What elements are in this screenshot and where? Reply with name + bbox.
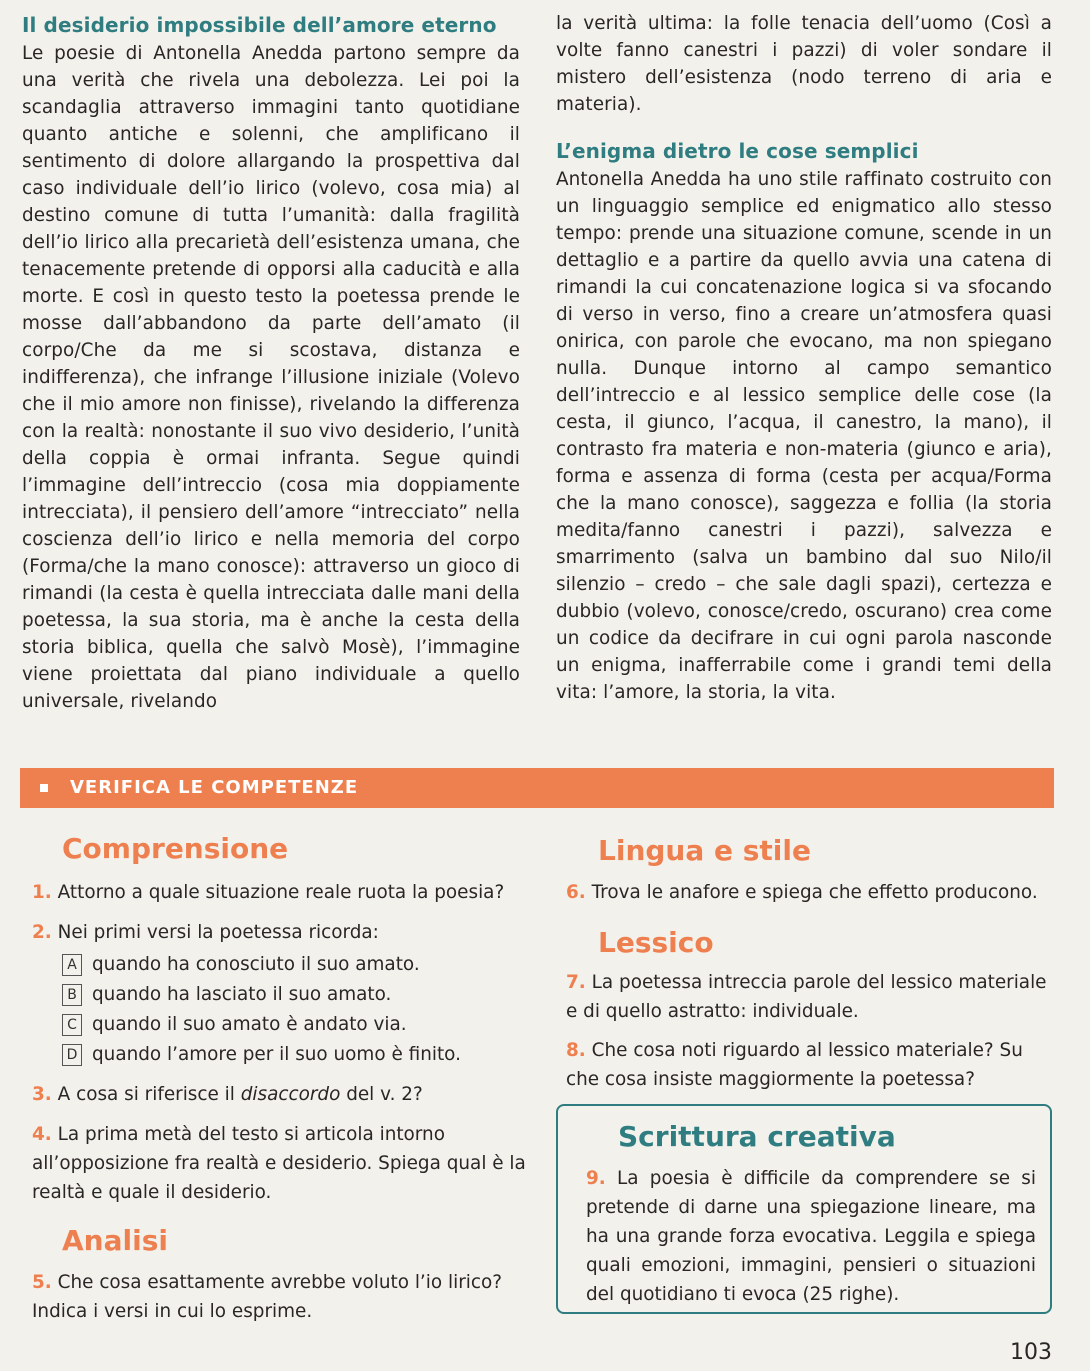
question-9 [586, 1164, 1036, 1309]
question-6 [566, 878, 1056, 907]
question-number: 8. [566, 1040, 586, 1061]
article-body-left: Le poesie di Antonella Anedda partono sempre da una verità che rivela una debolezza. Lei poi la scandaglia attraverso immagini tanto quotidiane quanto antiche e solenni, che amplificano il sentimento di dolore allargando la prospettiva dal caso individuale dell’io lirico (volevo, cosa mia) al destino comune di tutta l’umanità: dalla fragilità dell’io lirico alla precarietà dell’esistenza umana, che tenacemente pretende di opporsi alla caducità e alla morte. E così in questo testo la poetessa prende le mosse dall’abbandono da parte dell’amato (il corpo/Che da me si scostava, distanza e indifferenza), che infrange l’illusione iniziale (Volevo che il mio amore non finisse), rivelando la differenza con la realtà: nonostante il suo vivo desiderio, l’unità della coppia è ormai infranta. Segue quindi l’immagine dell’intreccio (cosa mia doppiamente intrecciata), il pensiero dell’amore “intrecciato” nella coscienza dell’io lirico e nella memoria del corpo (Forma/che la mano conosce): attraverso un gioco di rimandi (la cesta è quella intrecciata dalle mani della poetessa, la sua storia, ma è anche la cesta della storia biblica, quella che salvò Mosè), l’immagine viene proiettata dal piano individuale a quello universale, rivelando [22, 43, 520, 712]
option-a[interactable] [62, 950, 532, 980]
article-title-left: Il desiderio impossibile dell’amore eterno [22, 13, 497, 37]
question-text: La poetessa intreccia parole del lessico materiale e di quello astratto: individuale. [566, 972, 1047, 1022]
question-text: Attorno a quale situazione reale ruota la poesia? [57, 882, 505, 903]
question-4 [32, 1120, 532, 1207]
question-text: A cosa si riferisce il [57, 1084, 241, 1105]
question-number: 1. [32, 882, 52, 903]
option-d[interactable] [62, 1040, 532, 1070]
lessico-heading: Lessico [598, 926, 714, 959]
question-5 [32, 1268, 532, 1326]
question-2-options [62, 950, 532, 1070]
question-text: La prima metà del testo si articola intorno all’opposizione fra realtà e desiderio. Spiega qual è la realtà e quale il desiderio. [32, 1124, 526, 1203]
option-text: quando ha conosciuto il suo amato. [92, 954, 420, 975]
banner-title: VERIFICA LE COMPETENZE [70, 777, 359, 798]
question-number: 4. [32, 1124, 52, 1145]
question-number: 2. [32, 922, 52, 943]
option-b[interactable] [62, 980, 532, 1010]
article-body-right: Antonella Anedda ha uno stile raffinato costruito con un linguaggio semplice ed enigmatico allo stesso tempo: prende una situazione comune, scende in un dettaglio e a partire da quello avvia una catena di rimandi la cui concatenazione logica si va sfocando di verso in verso, fino a creare un’atmosfera quasi onirica, con parole che evocano, ma non spiegano nulla. Dunque intorno al campo semantico dell’intreccio e al lessico semplice delle cose (la cesta, il giunco, l’acqua, il canestro, la mano), il contrasto fra materia e non-materia (giunco e aria), forma e assenza di forma (cesta per acqua/Forma che la mano conosce), saggezza e follia (la storia medita/fanno canestri i pazzi), salvezza e smarrimento (salva un bambino dal suo Nilo/il silenzio – credo – che sale dagli spazi), certezza e dubbio (volevo, conosce/credo, oscurano) crea come un codice da decifrare in cui ogni parola nasconde un enigma, inafferrabile come i grandi temi della vita: l’amore, la storia, la vita. [556, 169, 1052, 703]
verifica-banner [20, 768, 1054, 808]
option-letter-box[interactable]: D [62, 1044, 82, 1066]
analisi-heading: Analisi [62, 1224, 168, 1257]
option-text: quando ha lasciato il suo amato. [92, 984, 392, 1005]
option-letter-box[interactable]: B [62, 984, 82, 1006]
article-body-right-continued: la verità ultima: la folle tenacia dell’uomo (Così a volte fanno canestri i pazzi) di voler sondare il mistero dell’esistenza (nodo terreno di aria e materia). [556, 13, 1052, 115]
question-number: 7. [566, 972, 586, 993]
question-text: Trova le anafore e spiega che effetto producono. [591, 882, 1038, 903]
question-3 [32, 1080, 532, 1109]
question-number: 3. [32, 1084, 52, 1105]
option-letter-box[interactable]: C [62, 1014, 82, 1036]
question-number: 6. [566, 882, 586, 903]
question-text-italic: disaccordo [240, 1084, 341, 1105]
option-text: quando l’amore per il suo uomo è finito. [92, 1044, 461, 1065]
scrittura-creativa-heading: Scrittura creativa [618, 1120, 896, 1153]
comprensione-heading: Comprensione [62, 832, 289, 865]
question-1 [32, 878, 532, 907]
lingua-stile-heading: Lingua e stile [598, 834, 811, 867]
question-2 [32, 918, 532, 947]
page-number: 103 [1010, 1340, 1052, 1365]
article-title-right: L’enigma dietro le cose semplici [556, 139, 919, 163]
question-text: Che cosa esattamente avrebbe voluto l’io lirico? Indica i versi in cui lo esprime. [32, 1272, 503, 1322]
option-c[interactable] [62, 1010, 532, 1040]
option-letter-box[interactable]: A [62, 954, 82, 976]
question-text: Nei primi versi la poetessa ricorda: [57, 922, 379, 943]
question-number: 9. [586, 1168, 606, 1189]
question-8 [566, 1036, 1056, 1094]
option-text: quando il suo amato è andato via. [92, 1014, 407, 1035]
question-text: Che cosa noti riguardo al lessico materiale? Su che cosa insiste maggiormente la poetessa? [566, 1040, 1023, 1090]
question-number: 5. [32, 1272, 52, 1293]
square-bullet-icon [40, 784, 48, 792]
question-text: del v. 2? [340, 1084, 423, 1105]
article-left-column [22, 10, 520, 715]
question-7 [566, 968, 1056, 1026]
article-right-column [556, 10, 1052, 706]
question-text: La poesia è difficile da comprendere se si pretende di darne una spiegazione lineare, ma ha una grande forza evocativa. Leggila e spiega quali emozioni, immagini, pensieri o situazioni del quotidiano ti evoca (25 righe). [586, 1168, 1036, 1305]
